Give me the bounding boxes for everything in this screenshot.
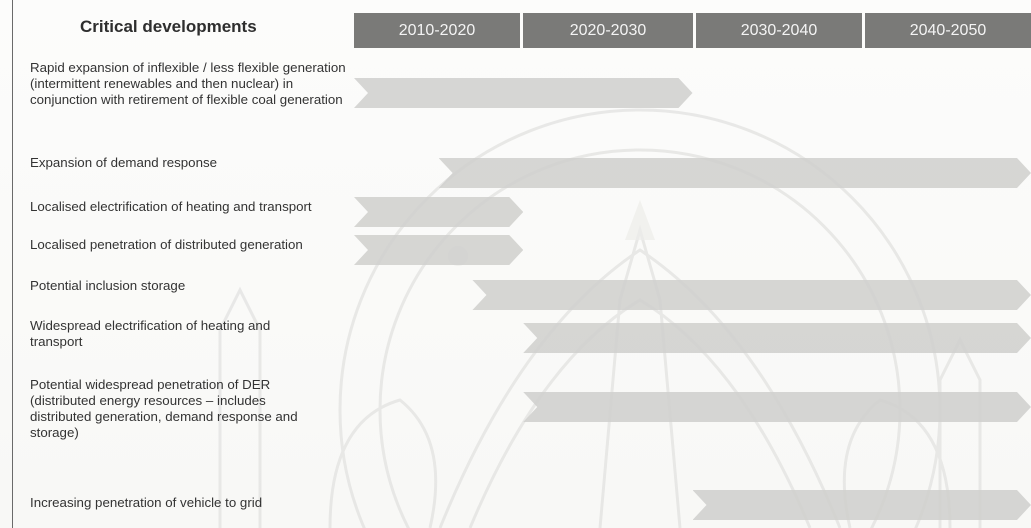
- timeline-arrow-bar: [354, 235, 523, 265]
- development-label: Potential inclusion storage: [30, 278, 186, 293]
- period-header-2030-2040: 2030-2040: [696, 13, 862, 48]
- development-label: Rapid expansion of inflexible / less flexible generation (intermittent renewables and then nuclear) in conjunction with retirement of flexible coal generation: [30, 60, 346, 107]
- period-header-2040-2050: 2040-2050: [865, 13, 1031, 48]
- period-header-2010-2020: 2010-2020: [354, 13, 520, 48]
- timeline-arrow-bar: [472, 280, 1031, 310]
- timeline-arrow-bar: [439, 158, 1031, 188]
- development-label: Expansion of demand response: [30, 155, 218, 170]
- development-label: Increasing penetration of vehicle to grid: [30, 495, 263, 510]
- development-label: Localised electrification of heating and transport: [30, 199, 312, 214]
- page-title: Critical developments: [80, 17, 257, 36]
- timeline-arrow-bar: [354, 197, 523, 227]
- development-label: Potential widespread penetration of DER (distributed energy resources – includes distributed generation, demand response and storage): [30, 377, 298, 440]
- timeline-arrow-bar: [523, 323, 1031, 353]
- left-rule: [12, 0, 13, 528]
- timeline-arrow-bar: [523, 392, 1031, 422]
- period-header-2020-2030: 2020-2030: [523, 13, 693, 48]
- development-label: Widespread electrification of heating and transport: [30, 318, 271, 349]
- development-label: Localised penetration of distributed generation: [30, 237, 303, 252]
- timeline-arrow-bar: [693, 490, 1031, 520]
- timeline-arrow-bar: [354, 78, 693, 108]
